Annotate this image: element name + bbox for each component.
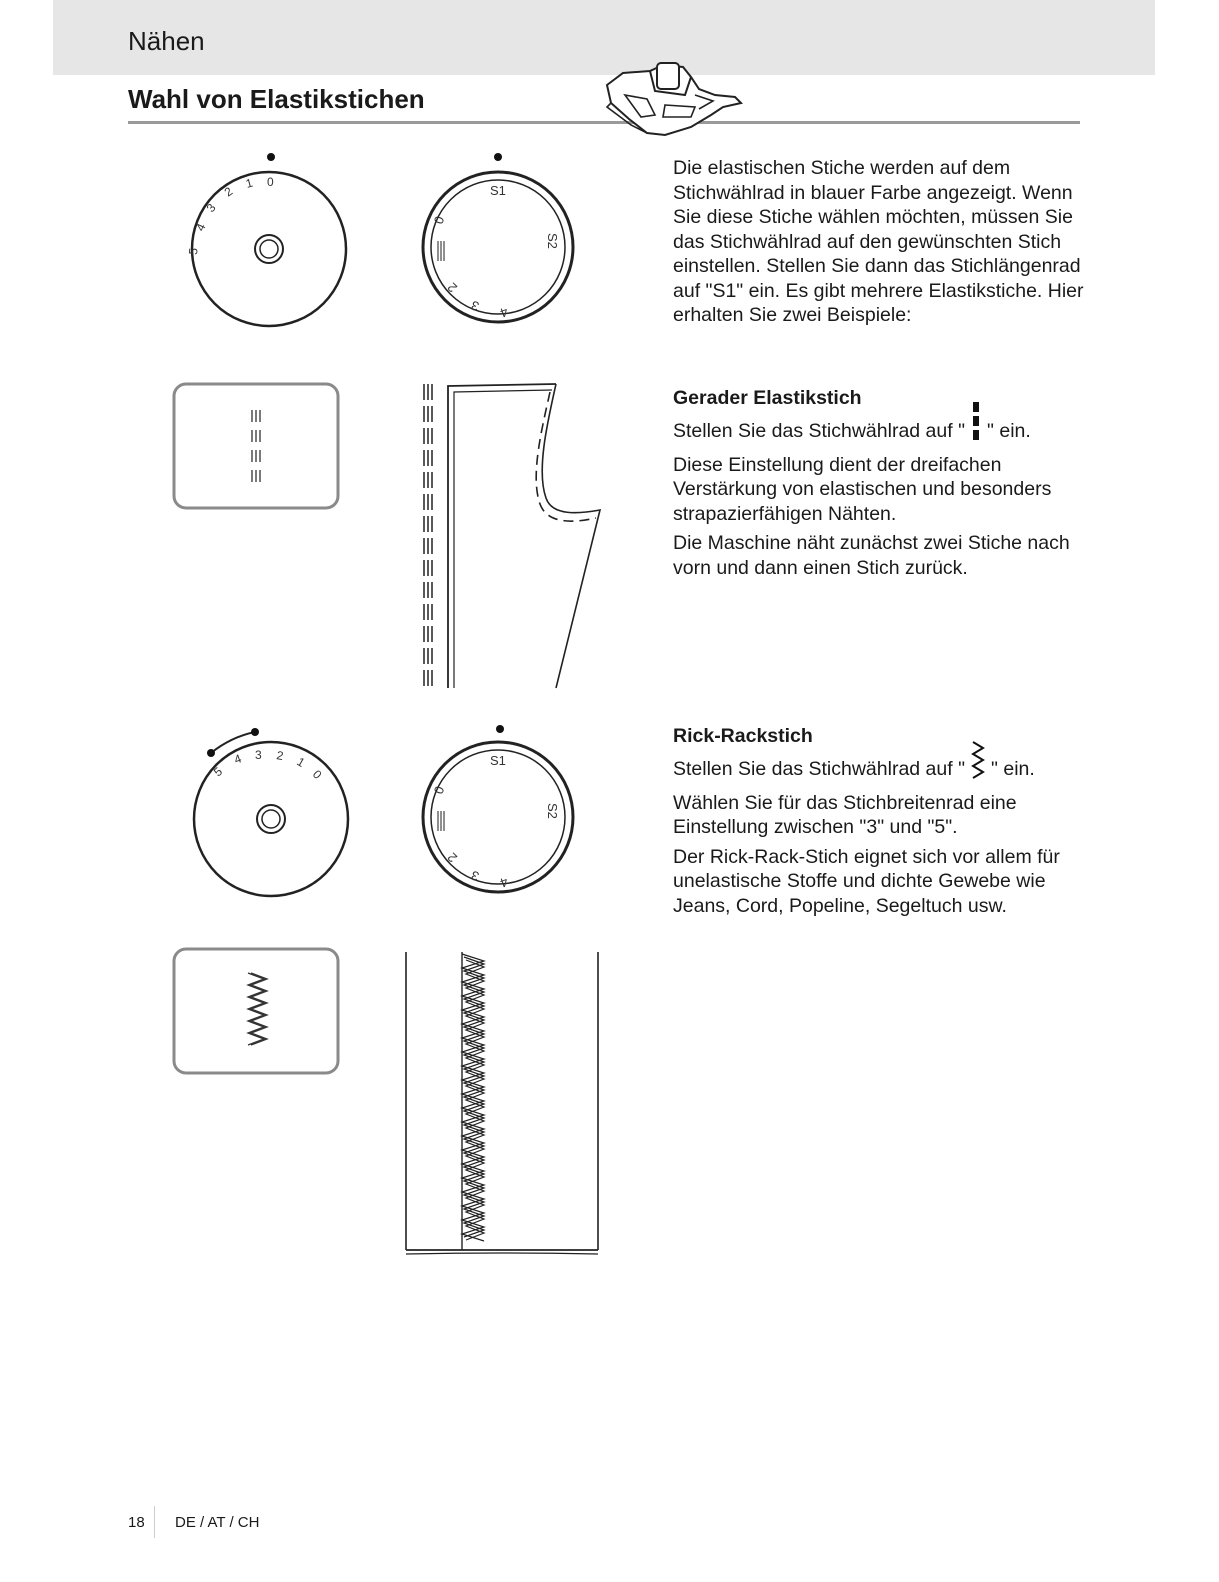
stitch-length-dial [412,145,582,335]
rickrack-stitch-icon [971,754,985,786]
stitch-width-dial-rickrack [185,715,355,905]
rickrack-paragraph-2: Der Rick-Rack-Stich eignet sich vor allem für unelastische Stoffe und dichte Gewebe wie Jeans, Cord, Popeline, Segeltuch usw. [673,845,1060,917]
rickrack-heading: Rick-Rackstich [673,725,813,747]
length-label-s2b: S2 [545,803,560,819]
length-label-3b: 3 [469,867,482,885]
page-number: 18 [128,1514,145,1531]
rickrack-paragraph-1: Wählen Sie für das Stichbreitenrad eine Einstellung zwischen "3" und "5". [673,791,1017,838]
rickrack-seam-illustration [400,948,605,1258]
straight-instr-before: Stellen Sie das Stichwählrad auf " [673,419,966,442]
straight-stitch-instruction [673,416,1093,448]
length-label-4: 4 [498,304,511,321]
triple-stitch-icon [971,416,981,448]
page-title: Wahl von Elastikstichen [128,84,425,114]
straight-instr-after: " ein. [987,419,1031,442]
length-label-3: 3 [469,297,482,315]
length-label-2: 2 [444,279,461,296]
width-label-2: 2 [221,184,236,200]
rickrack-section [673,724,1093,923]
width-label-5b: 5 [210,764,226,780]
straight-stitch-paragraph-2: Die Maschine näht zunächst zwei Stiche nach vorn und dann einen Stich zurück. [673,532,1070,579]
stitch-width-dial [185,145,355,335]
length-label-s2: S2 [545,233,560,249]
intro-text [673,156,1093,333]
straight-stitch-paragraph-1: Diese Einstellung dient der dreifachen Verstärkung von elastischen und besonders strapazierfähigen Nähten. [673,453,1052,525]
straight-stitch-section [673,386,1093,585]
footer-region: DE / AT / CH [175,1514,260,1531]
straight-stitch-heading: Gerader Elastikstich [673,387,862,409]
width-label-3b: 3 [255,748,262,762]
length-label-0b: 0 [430,784,448,797]
width-label-0: 0 [267,175,274,189]
straight-stitch-display [172,382,342,512]
intro-paragraph: Die elastischen Stiche werden auf dem Stichwählrad in blauer Farbe angezeigt. Wenn Sie diese Stiche wählen möchten, müssen Sie das Stichwählrad auf den gewünschten Stich einstellen. Stellen Sie dann das Stichlängenrad auf "S1" ein. Es gibt mehrere Elastikstiche. Hier erhalten Sie zwei Beispiele: [673,157,1084,326]
width-label-2b: 2 [275,748,285,764]
rickrack-instruction [673,754,1093,786]
width-label-4: 4 [193,221,209,234]
length-label-0: 0 [430,214,448,227]
stitch-length-dial-rickrack [412,715,582,905]
straight-stitch-seam-illustration [418,380,608,692]
rickrack-stitch-display [172,947,342,1077]
rickrack-instr-before: Stellen Sie das Stichwählrad auf " [673,757,966,780]
rickrack-instr-after: " ein. [991,757,1035,780]
width-label-1b: 1 [294,754,308,770]
section-title: Nähen [128,26,205,56]
length-label-2b: 2 [444,849,461,866]
length-label-s1: S1 [490,183,506,198]
width-label-5: 5 [186,247,201,256]
presser-foot-icon [595,55,745,145]
footer-divider [154,1506,155,1538]
length-label-4b: 4 [498,874,511,891]
width-label-0b: 0 [309,767,325,782]
width-label-1: 1 [244,175,255,191]
width-label-3: 3 [203,200,219,215]
length-label-s1b: S1 [490,753,506,768]
width-label-4b: 4 [232,751,244,767]
